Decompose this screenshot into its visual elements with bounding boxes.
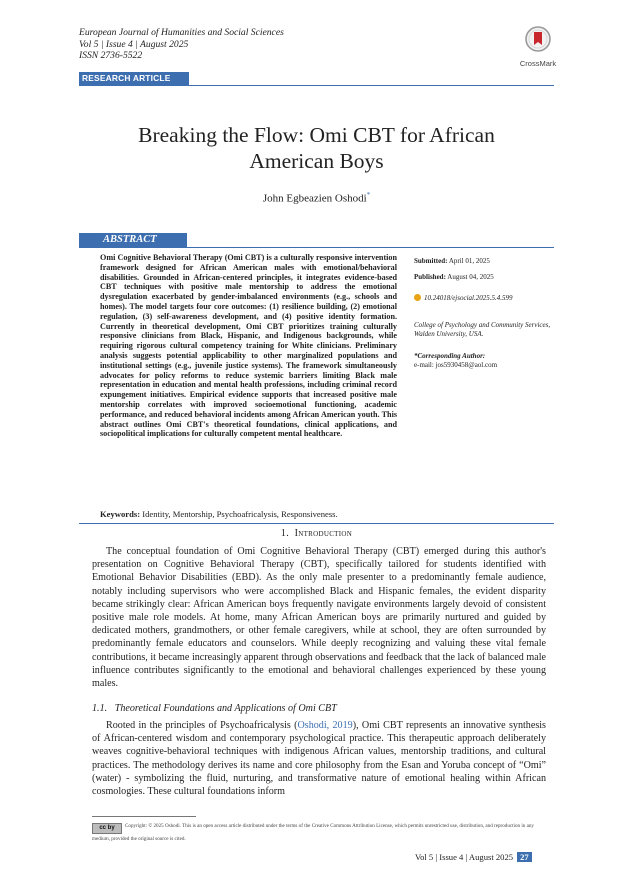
copyright-footnote (92, 821, 546, 844)
affiliation-text: College of Psychology and Community Services, Walden University, USA. (414, 321, 551, 338)
author-mark: * (366, 191, 371, 199)
article-title (60, 122, 573, 174)
abstract-heading: ABSTRACT (79, 233, 187, 247)
header-divider (79, 85, 554, 86)
journal-header (79, 27, 284, 62)
copyright-text: Copyright: © 2025 Oshodi. This is an open access article distributed under the terms of the Creative Commons Attribution License, which permits unrestricted use, distribution, and reproduction in any medium, provided the original source is cited. (92, 823, 534, 842)
crossmark-icon (525, 26, 551, 52)
published-value: August 04, 2025 (447, 273, 494, 281)
section-title: Introduction (294, 528, 353, 539)
corresponding-label: *Corresponding Author: (414, 352, 486, 360)
abstract-text: Omi Cognitive Behavioral Therapy (Omi CBT) is a culturally responsive intervention framework designed for African American males with emotional/behavioral disabilities. Grounded in African-centered principles, it integrates evidence-based CBT techniques with positive male mentorship to address the emotional dysregulation exacerbated by gender-imbalanced environments (e.g., schools and homes). The model targets four core outcomes: (1) resilience building, (2) emotional regulation, (3) self-awareness development, and (4) positive identity formation. Currently in theoretical development, Omi CBT prioritizes training culturally responsive clinicians from Black, Hispanic, and Indigenous backgrounds, while requiring rigorous cultural competency training for White clinicians. Preliminary analysis suggests potential applicability to other marginalized populations and institutional settings (e.g., juvenile justice systems). The framework simultaneously advocates for policy reforms to reduce systemic barriers limiting Black male representation in education and mental health professions, including criminal record expungement initiatives. Empirical evidence supports that increased positive male mentorship correlates with improved socioemotional functioning, academic performance, and reduced behavioral incidents among African American youth. This abstract outlines Omi CBT's theoretical foundations, clinical applications, and sociopolitical implications for culturally competent mental healthcare. (100, 253, 397, 439)
doi-value: 10.24018/ejsocial.2025.5.4.599 (424, 294, 513, 302)
keywords-label: Keywords: (100, 509, 141, 519)
keywords-divider (79, 523, 554, 524)
subsection-title: Theoretical Foundations and Applications of Omi CBT (114, 703, 337, 714)
keywords-value: Identity, Mentorship, Psychoafricalysis, Responsiveness. (142, 509, 338, 519)
page-number: 27 (517, 852, 532, 862)
citation-link[interactable]: Oshodi, 2019 (297, 720, 353, 731)
submitted-value: April 01, 2025 (448, 257, 490, 265)
corresponding-email[interactable]: e-mail: jos5930458@aol.com (414, 361, 498, 369)
crossmark-badge[interactable] (513, 26, 563, 68)
keywords-line (100, 509, 500, 519)
paragraph-text-after: ), Omi CBT represents an innovative synthesis of African-centered wisdom and contemporary psychological practice. This therapeutic approach deliberately weaves cognitive-behavioral techniques with indigenous African values, mentorship traditions, and cultural practices. The methodology derives its name and core philosophy from the Esan and Yoruba concept of “Omi” (water) - symbolizing the fluid, nurturing, and transformative nature of emotional healing within African cosmologies. These cultural foundations inform (92, 720, 546, 798)
paragraph-text-before: Rooted in the principles of Psychoafricalysis ( (106, 720, 298, 731)
submitted-date (414, 257, 554, 266)
author-line (100, 191, 533, 205)
submitted-label: Submitted: (414, 257, 448, 265)
footnote-divider (92, 816, 196, 817)
section-number: 1. (280, 528, 289, 539)
section-heading-introduction (79, 528, 554, 539)
subsection-paragraph (92, 719, 546, 798)
doi-icon (414, 294, 421, 301)
cc-license-icon[interactable]: cc by (92, 823, 122, 834)
title-line-2: American Boys (249, 149, 384, 173)
affiliation (414, 321, 554, 339)
footer-issue: Vol 5 | Issue 4 | August 2025 (415, 852, 514, 862)
subsection-heading (92, 703, 542, 714)
doi-link[interactable] (414, 294, 554, 303)
author-name: John Egbeazien Oshodi (262, 192, 367, 205)
published-date (414, 273, 554, 282)
published-label: Published: (414, 273, 446, 281)
paragraph-text: The conceptual foundation of Omi Cognitive Behavioral Therapy (CBT) emerged during this author's presentation on Cognitive Behavioral Therapy (CBT), specifically tailored for students identified with Emotional Behavior Disabilities (EBD). As the only male presenter to a predominantly female audience, notably including supervisors who were accomplished Black and Hispanic females, the evident disparity became strikingly clear: African American boys frequently navigate environments largely devoid of consistent positive male role models. At home, many African American boys are primarily nurtured and guided by dedicated mothers, grandmothers, or other female caregivers, while at school, they are often surrounded by predominantly female educators and counselors. While deeply recognizing and valuing these vital female contributions, it became increasingly apparent through observations and feedback that the lack of balanced male influence contributes significantly to the emotional and behavioral challenges experienced by these young males. (92, 546, 546, 690)
crossmark-label: CrossMark (519, 59, 557, 68)
journal-issn: ISSN 2736-5522 (79, 50, 143, 61)
journal-issue: Vol 5 | Issue 4 | August 2025 (79, 38, 189, 50)
subsection-number: 1.1. (92, 703, 108, 714)
corresponding-author (414, 352, 554, 370)
page-footer (415, 852, 532, 862)
title-line-1: Breaking the Flow: Omi CBT for African (138, 123, 495, 147)
abstract-divider (79, 247, 554, 248)
introduction-paragraph (92, 545, 546, 690)
article-type-label: RESEARCH ARTICLE (79, 72, 189, 85)
journal-name: European Journal of Humanities and Social Sciences (79, 27, 284, 38)
